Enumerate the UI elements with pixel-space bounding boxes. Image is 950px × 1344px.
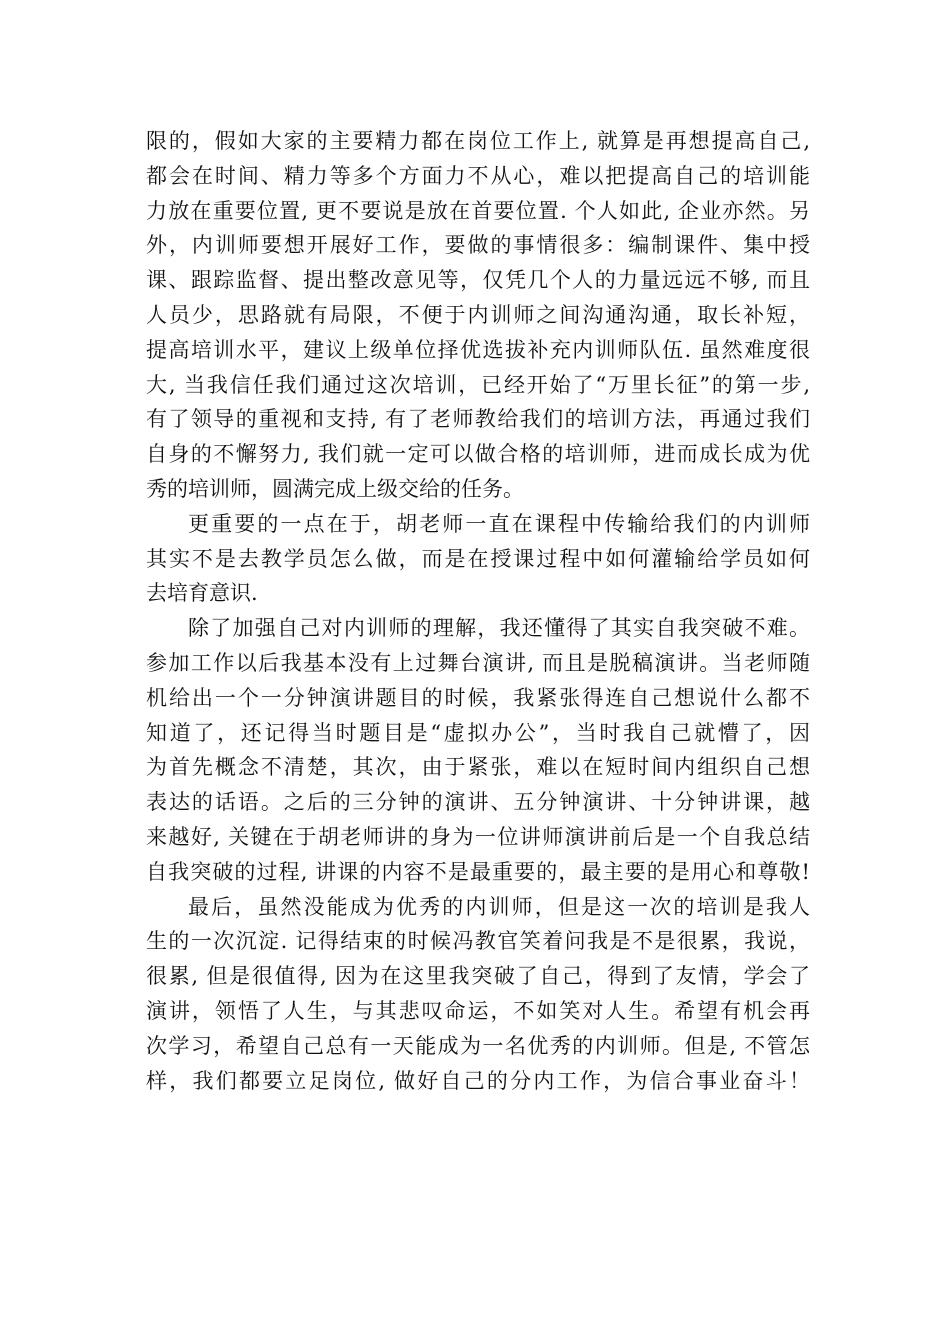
text-line: 自身的不懈努力, 我们就一定可以做合格的培训师，进而成长成为优	[146, 442, 810, 467]
paragraph-first-line: 更重要的一点在于，胡老师一直在课程中传输给我们的内训师	[188, 511, 810, 536]
text-line: 来越好, 关键在于胡老师讲的身为一位讲师演讲前后是一个自我总结	[146, 824, 810, 849]
text-line: 秀的培训师，圆满完成上级交给的任务。	[146, 476, 524, 501]
text-line: 课、跟踪监督、提出整改意见等，仅凭几个人的力量远远不够, 而且	[146, 268, 810, 293]
text-line: 知道了，还记得当时题目是“虚拟办公”，当时我自己就懵了，因	[146, 720, 810, 745]
text-line: 其实不是去教学员怎么做，而是在授课过程中如何灌输给学员如何	[146, 546, 810, 571]
body-text	[146, 124, 810, 1098]
text-line: 次学习，希望自己总有一天能成为一名优秀的内训师。但是, 不管怎	[146, 1033, 810, 1058]
text-line: 限的，假如大家的主要精力都在岗位工作上, 就算是再想提高自己,	[146, 129, 810, 153]
text-line: 力放在重要位置, 更不要说是放在首要位置. 个人如此, 企业亦然。另	[146, 198, 810, 223]
text-line: 提高培训水平，建议上级单位择优选拔补充内训师队伍. 虽然难度很	[146, 337, 810, 362]
text-line: 为首先概念不清楚，其次，由于紧张，难以在短时间内组织自己想	[146, 755, 810, 780]
text-line: 都会在时间、精力等多个方面力不从心，难以把提高自己的培训能	[146, 163, 810, 188]
paragraph-first-line: 最后，虽然没能成为优秀的内训师，但是这一次的培训是我人	[188, 894, 810, 919]
text-line: 大, 当我信任我们通过这次培训，已经开始了“万里长征”的第一步,	[146, 372, 810, 397]
text-line: 人员少，思路就有局限，不便于内训师之间沟通沟通，取长补短，	[146, 302, 810, 327]
text-line: 有了领导的重视和支持, 有了老师教给我们的培训方法，再通过我们	[146, 407, 810, 432]
text-line: 演讲，领悟了人生，与其悲叹命运，不如笑对人生。希望有机会再	[146, 998, 810, 1023]
text-line: 参加工作以后我基本没有上过舞台演讲, 而且是脱稿演讲。当老师随	[146, 650, 810, 675]
text-line: 很累, 但是很值得, 因为在这里我突破了自己，得到了友情，学会了	[146, 964, 810, 989]
text-line: 外，内训师要想开展好工作，要做的事情很多：编制课件、集中授	[146, 233, 810, 258]
text-line: 机给出一个一分钟演讲题目的时候，我紧张得连自己想说什么都不	[146, 685, 810, 710]
paragraph-first-line: 除了加强自己对内训师的理解，我还懂得了其实自我突破不难。	[188, 616, 810, 641]
text-line: 自我突破的过程, 讲课的内容不是最重要的，最主要的是用心和尊敬!	[146, 859, 810, 884]
text-line: 生的一次沉淀. 记得结束的时候冯教官笑着问我是不是很累，我说，	[146, 929, 810, 954]
text-line: 表达的话语。之后的三分钟的演讲、五分钟演讲、十分钟讲课，越	[146, 790, 810, 815]
text-line: 去培育意识.	[146, 581, 258, 606]
text-line: 样，我们都要立足岗位, 做好自己的分内工作，为信合事业奋斗！	[146, 1068, 810, 1093]
